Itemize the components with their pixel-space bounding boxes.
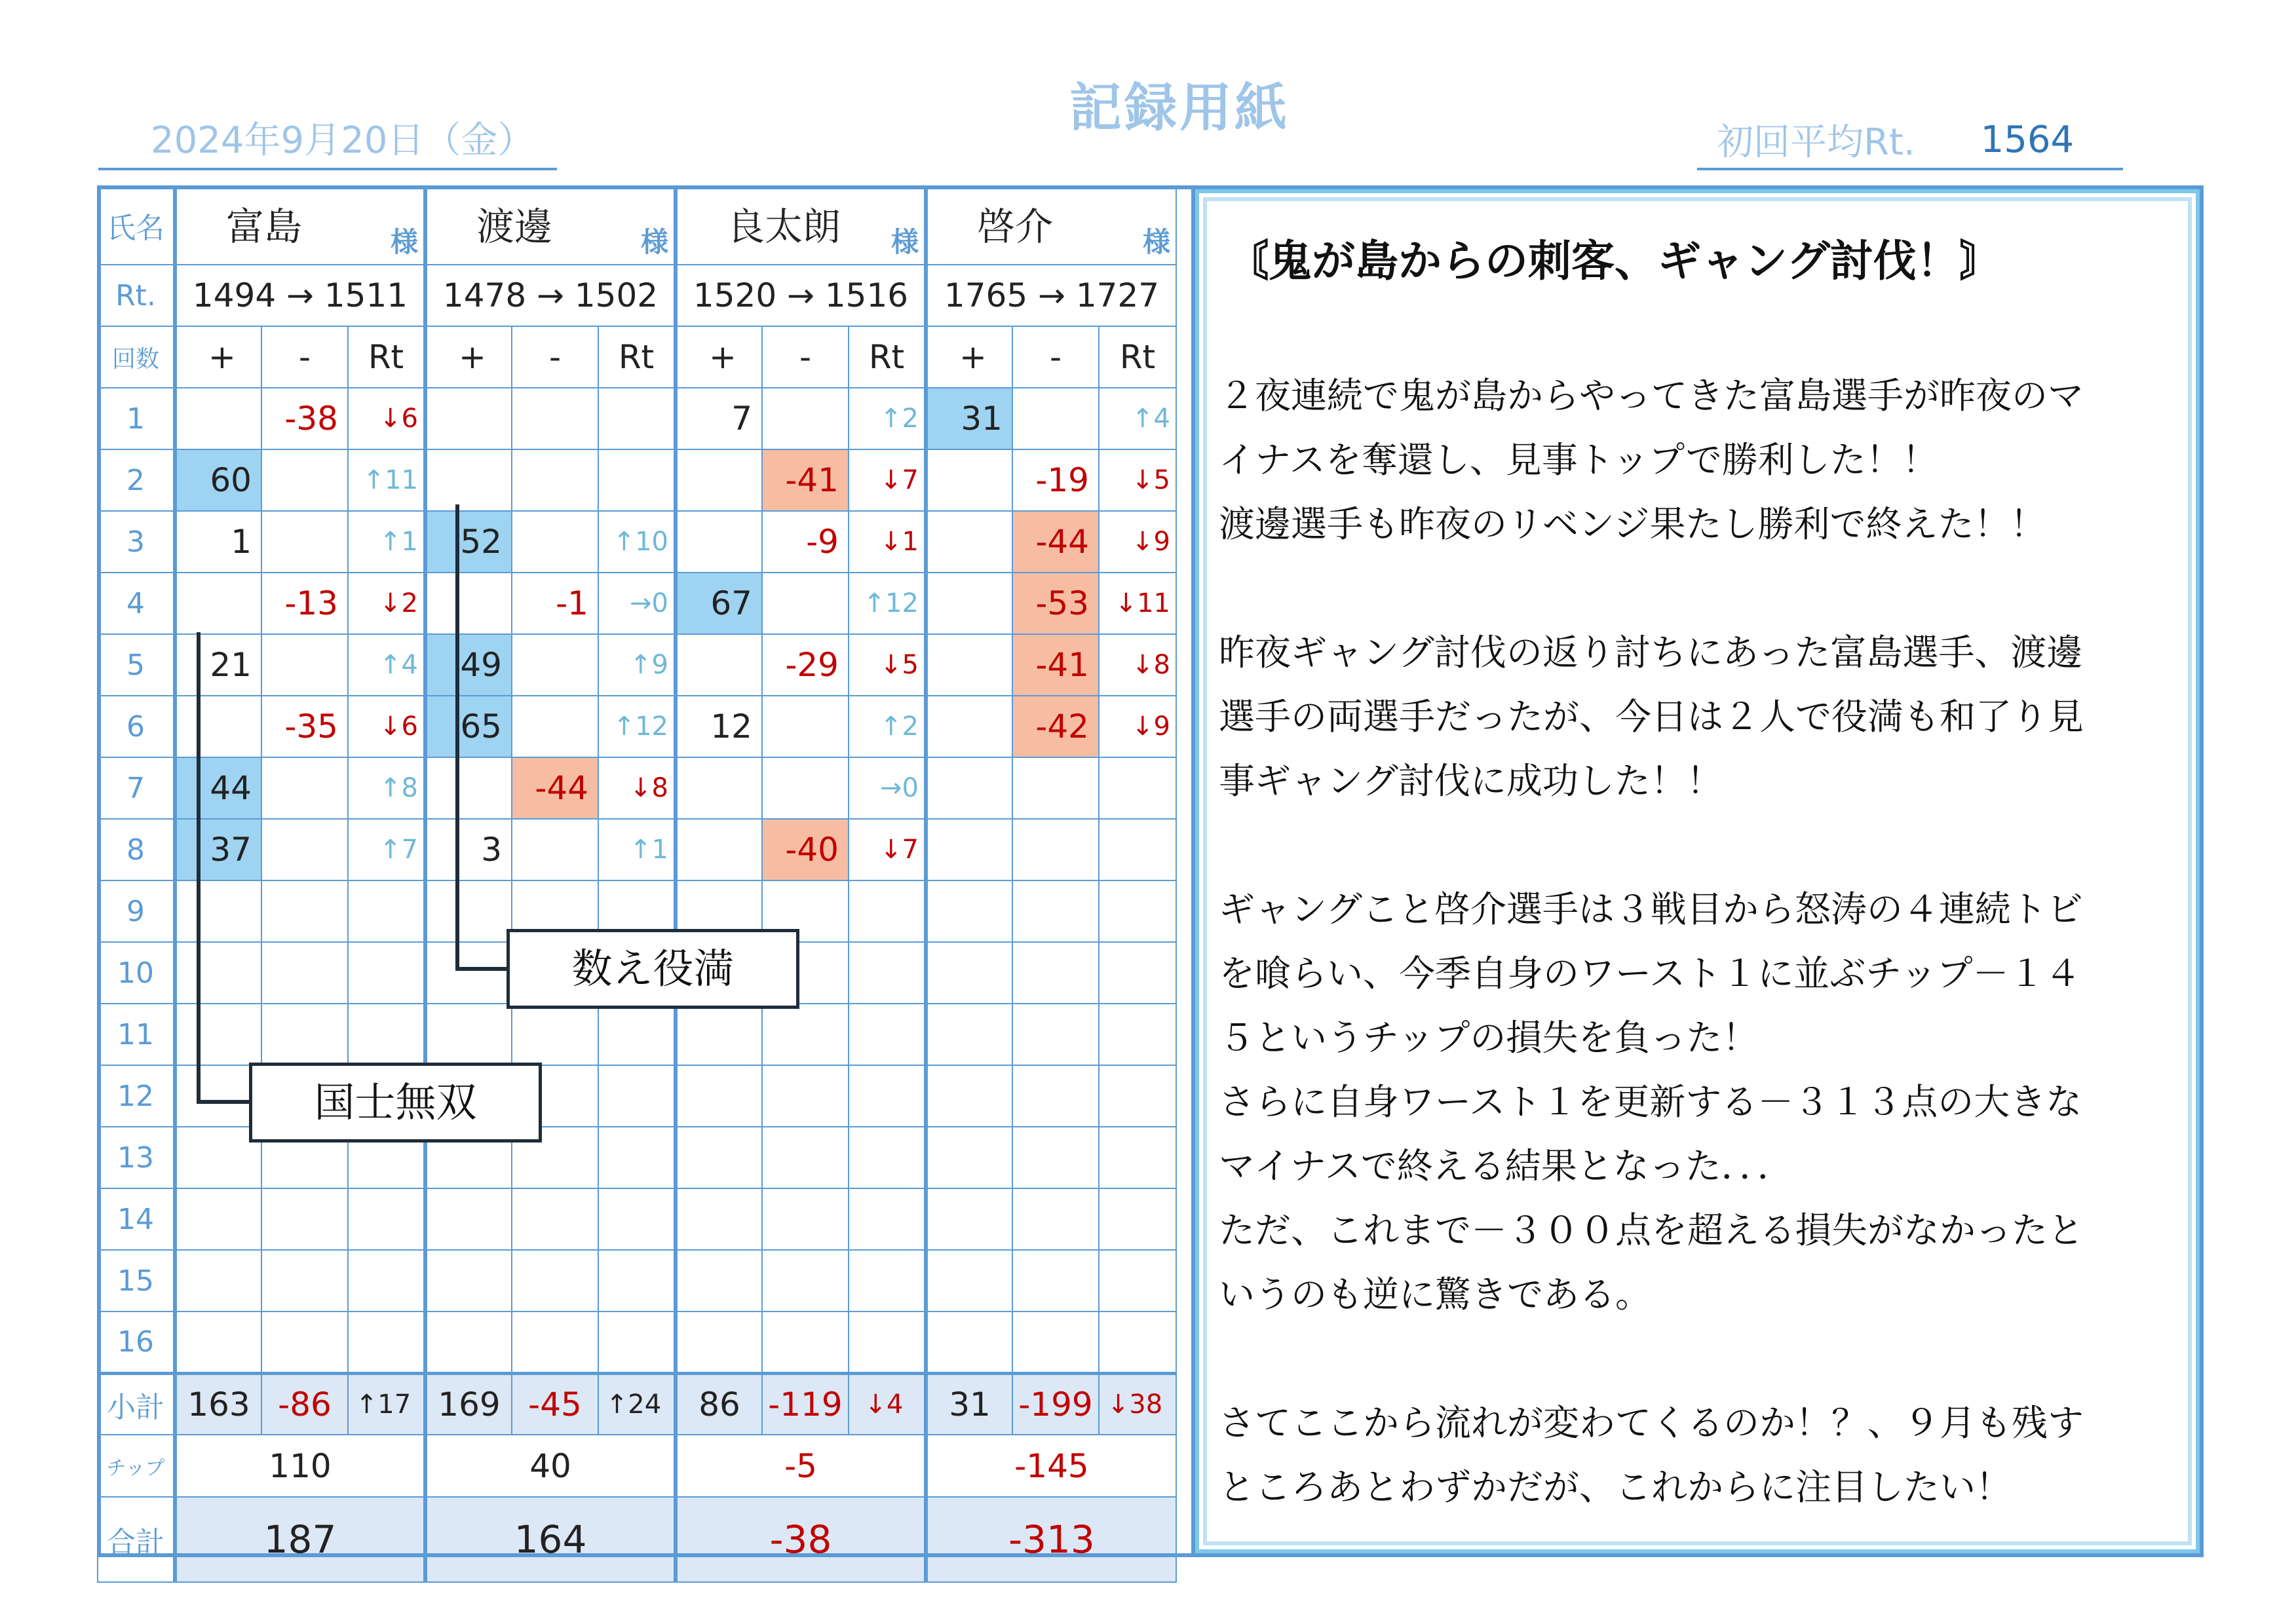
minus-score [762,757,849,819]
minus-score [1012,1127,1099,1188]
round-number: 12 [98,1065,175,1127]
plus-score: 67 [676,573,762,634]
total-row [98,1497,1176,1582]
rating-delta: ↓2 [348,573,425,634]
rt-header: Rt. [98,265,175,326]
plus-score [926,573,1012,634]
rating-delta [598,1188,676,1250]
rating-delta: ↓5 [849,634,926,696]
rating-delta: ↓8 [1099,634,1176,696]
chip-value: 40 [425,1435,676,1497]
plus-score [175,1250,261,1312]
total-value: 164 [425,1497,676,1582]
rating-delta: ↑12 [598,696,676,757]
plus-score [926,819,1012,880]
round-row [98,819,1176,880]
honorific-label: 様 [640,226,668,258]
plus-score [676,511,762,573]
rating-delta: ↑10 [598,511,676,573]
plus-score [926,1250,1012,1312]
rating-delta: ↓8 [598,757,676,819]
plus-score [676,819,762,880]
minus-header: - [762,326,849,388]
round-row [98,1312,1176,1373]
minus-score [1012,819,1099,880]
plus-score [926,1004,1012,1065]
plus-score [926,449,1012,511]
plus-score [676,757,762,819]
round-row [98,696,1176,757]
subtotal-row [98,1373,1176,1435]
plus-header: + [676,326,762,388]
player-rating-change: 1765 → 1727 [926,265,1176,326]
minus-score: -42 [1012,696,1099,757]
minus-score [1012,1065,1099,1127]
plus-score [926,1188,1012,1250]
plus-header: + [926,326,1012,388]
minus-score [512,696,598,757]
rating-delta [1099,1004,1176,1065]
round-row [98,1188,1176,1250]
total-value: 187 [175,1497,425,1582]
player-name-cell [926,186,1176,265]
rating-delta [1099,942,1176,1004]
plus-score [926,880,1012,942]
rating-delta [1099,757,1176,819]
rating-delta [849,1065,926,1127]
rt-col-header: Rt [348,326,425,388]
rating-delta [849,1312,926,1373]
minus-score [512,1250,598,1312]
rating-delta: ↑1 [348,511,425,573]
plus-score [425,1188,512,1250]
plus-score: 60 [175,449,261,511]
round-number: 6 [98,696,175,757]
plus-score: 65 [425,696,512,757]
rating-delta [348,1004,425,1065]
rating-delta [598,388,676,449]
kazoe-yakuman-callout: 数え役満 [507,929,799,1009]
rating-delta [598,1312,676,1373]
subtotal-plus: 169 [425,1373,512,1435]
round-row [98,449,1176,511]
minus-score [261,511,348,573]
minus-score: -44 [1012,511,1099,573]
plus-score [926,757,1012,819]
round-number: 2 [98,449,175,511]
rating-delta: →0 [598,573,676,634]
minus-score [512,511,598,573]
rating-delta: ↓7 [849,819,926,880]
plus-score [425,942,512,1004]
rating-delta [348,1250,425,1312]
round-row [98,634,1176,696]
rating-delta [598,1065,676,1127]
minus-score: -53 [1012,573,1099,634]
player-rating-change: 1494 → 1511 [175,265,425,326]
plus-score [425,1312,512,1373]
plus-score [676,1188,762,1250]
minus-score [261,1250,348,1312]
subtotal-plus: 86 [676,1373,762,1435]
rating-delta [598,1250,676,1312]
rating-delta [1099,819,1176,880]
minus-score: -40 [762,819,849,880]
rating-delta [849,1250,926,1312]
plus-score: 49 [425,634,512,696]
plus-score [676,1312,762,1373]
rating-delta: ↑4 [348,634,425,696]
round-number: 3 [98,511,175,573]
plus-score: 21 [175,634,261,696]
plus-header: + [175,326,261,388]
plus-score [175,573,261,634]
round-row [98,1250,1176,1312]
kokushi-connector [197,632,201,1104]
rating-delta [1099,1188,1176,1250]
player-name: 富島 [226,204,303,249]
minus-score [512,388,598,449]
rating-delta: ↑8 [348,757,425,819]
total-header: 合計 [98,1497,175,1582]
rating-delta: ↓1 [849,511,926,573]
rating-delta [598,1127,676,1188]
minus-score: -38 [261,388,348,449]
plus-score: 3 [425,819,512,880]
chip-value: 110 [175,1435,425,1497]
subtotal-rating: ↓4 [849,1373,926,1435]
round-row [98,573,1176,634]
minus-score [261,757,348,819]
plus-score: 37 [175,819,261,880]
minus-score: -19 [1012,449,1099,511]
subtotal-rating: ↑17 [348,1373,425,1435]
rating-delta [849,1188,926,1250]
minus-score [1012,1188,1099,1250]
chip-value: -5 [676,1435,926,1497]
rating-delta [348,942,425,1004]
round-number: 11 [98,1004,175,1065]
rating-delta: ↑11 [348,449,425,511]
plus-score [425,449,512,511]
round-number: 15 [98,1250,175,1312]
plus-score [676,1250,762,1312]
rt-col-header: Rt [598,326,676,388]
plus-score: 44 [175,757,261,819]
rating-delta: ↓7 [849,449,926,511]
minus-score [762,1004,849,1065]
minus-score: -44 [512,757,598,819]
rating-delta [348,1188,425,1250]
plus-score [175,696,261,757]
player-rating-change: 1478 → 1502 [425,265,676,326]
round-number: 16 [98,1312,175,1373]
rating-delta [598,1004,676,1065]
minus-score [512,1004,598,1065]
chip-header: チップ [98,1435,175,1497]
kazoe-connector-h [455,967,508,971]
subtotal-rating: ↓38 [1099,1373,1176,1435]
player-rating-change: 1520 → 1516 [676,265,926,326]
round-number: 9 [98,880,175,942]
minus-score [261,819,348,880]
honorific-label: 様 [890,226,919,258]
rating-delta [849,1004,926,1065]
rating-delta: ↑2 [849,696,926,757]
column-header-row [98,326,1176,388]
rating-delta [598,449,676,511]
plus-score [676,1004,762,1065]
minus-score [1012,942,1099,1004]
rating-delta [1099,880,1176,942]
minus-score: -29 [762,634,849,696]
total-value: -38 [676,1497,926,1582]
round-row [98,388,1176,449]
rating-delta: ↑7 [348,819,425,880]
player-name: 渡邊 [476,204,553,249]
chip-value: -145 [926,1435,1176,1497]
minus-score [762,1188,849,1250]
honorific-label: 様 [390,226,418,258]
avg-rating-value: 1564 [1980,118,2075,161]
plus-score: 52 [425,511,512,573]
minus-score [762,573,849,634]
minus-score [261,942,348,1004]
round-row [98,511,1176,573]
minus-score [1012,1250,1099,1312]
rating-delta: ↑2 [849,388,926,449]
rating-delta: ↑12 [849,573,926,634]
kokushi-musou-callout: 国士無双 [249,1063,542,1142]
plus-score [175,388,261,449]
rating-delta [849,942,926,1004]
minus-score [512,819,598,880]
page-title: 記録用紙 [1069,77,1290,138]
minus-score: -35 [261,696,348,757]
minus-score: -41 [762,449,849,511]
rating-delta: ↓9 [1099,696,1176,757]
minus-score [512,1188,598,1250]
round-row [98,757,1176,819]
rating-delta [849,880,926,942]
honorific-label: 様 [1142,226,1170,258]
subtotal-rating: ↑24 [598,1373,676,1435]
round-header: 回数 [98,326,175,388]
plus-score: 7 [676,388,762,449]
plus-score [425,1250,512,1312]
subtotal-minus: -45 [512,1373,598,1435]
minus-score [512,634,598,696]
initial-average-rating [1697,111,2123,170]
kazoe-connector [455,504,459,971]
score-table [97,185,1177,1583]
minus-score: -9 [762,511,849,573]
round-number: 4 [98,573,175,634]
plus-score: 31 [926,388,1012,449]
minus-score [261,880,348,942]
round-row [98,1004,1176,1065]
subtotal-header: 小計 [98,1373,175,1435]
rt-col-header: Rt [1099,326,1176,388]
player-name: 啓介 [977,204,1054,249]
minus-score [1012,1312,1099,1373]
rating-delta [1099,1250,1176,1312]
plus-score [676,1065,762,1127]
rating-delta: ↑9 [598,634,676,696]
minus-score [261,1004,348,1065]
name-header: 氏名 [98,186,175,265]
round-number: 13 [98,1127,175,1188]
player-name-cell [676,186,926,265]
minus-score [261,1312,348,1373]
plus-score [175,1312,261,1373]
rating-delta [1099,1127,1176,1188]
plus-score [175,1188,261,1250]
rating-delta: ↓6 [348,388,425,449]
minus-score [1012,1004,1099,1065]
plus-header: + [425,326,512,388]
rating-row [98,265,1176,326]
avg-rating-label: 初回平均Rt. [1717,121,1915,164]
plus-score [926,634,1012,696]
rating-delta: ↑4 [1099,388,1176,449]
commentary-title: 〘鬼が島からの刺客、ギャング討伐！〙 [1225,236,2003,286]
subtotal-minus: -86 [261,1373,348,1435]
rating-delta [348,1312,425,1373]
minus-header: - [1012,326,1099,388]
minus-score [261,1188,348,1250]
rating-delta [348,880,425,942]
name-row [98,186,1176,265]
plus-score [926,1127,1012,1188]
round-number: 10 [98,942,175,1004]
round-number: 1 [98,388,175,449]
plus-score [425,757,512,819]
rating-delta: ↓6 [348,696,425,757]
plus-score [175,942,261,1004]
plus-score [926,1312,1012,1373]
plus-score: 12 [676,696,762,757]
rating-delta [1099,1312,1176,1373]
subtotal-minus: -119 [762,1373,849,1435]
minus-score: -41 [1012,634,1099,696]
minus-header: - [512,326,598,388]
subtotal-plus: 163 [175,1373,261,1435]
plus-score [676,1127,762,1188]
minus-score [1012,388,1099,449]
rating-delta: ↓11 [1099,573,1176,634]
plus-score [425,388,512,449]
round-number: 8 [98,819,175,880]
subtotal-minus: -199 [1012,1373,1099,1435]
minus-score [1012,757,1099,819]
minus-score [762,1250,849,1312]
minus-score [762,388,849,449]
minus-score: -1 [512,573,598,634]
rating-delta [1099,1065,1176,1127]
plus-score [425,1004,512,1065]
total-value: -313 [926,1497,1176,1582]
minus-score [762,1127,849,1188]
minus-score: -13 [261,573,348,634]
plus-score [676,449,762,511]
chip-row [98,1435,1176,1497]
minus-header: - [261,326,348,388]
player-name-cell [175,186,425,265]
minus-score [261,449,348,511]
plus-score [175,1004,261,1065]
minus-score [1012,880,1099,942]
rating-delta [849,1127,926,1188]
commentary-panel [1191,185,2204,1557]
date-field: 2024年9月20日（金） [98,111,557,170]
round-number: 7 [98,757,175,819]
rating-delta: ↓5 [1099,449,1176,511]
minus-score [512,449,598,511]
subtotal-plus: 31 [926,1373,1012,1435]
plus-score [926,511,1012,573]
minus-score [762,1065,849,1127]
plus-score [926,1065,1012,1127]
plus-score [926,696,1012,757]
commentary-body: ２夜連続で鬼が島からやってきた富島選手が昨夜のマ イナスを奪還し、見事トップで勝利した！！ 渡邊選手も昨夜のリベンジ果たし勝利で終えた！！ 昨夜ギャング討伐の返り討ちにあった富島選手、渡邊 選手の両選手だったが、今日は２人で役満も和了り見 事ギャング討伐に成功した！！ ギャングこと啓介選手は３戦目から怒涛の４連続トビ を喰らい、今季自身のワースト１に並ぶチップ－１４ ５というチップの損失を負った！ さらに自身ワースト１を更新する－３１３点の大きな マイナスで終える結果となった．．． ただ、これまで－３００点を超える損失がなかったと いうのも逆に驚きである。 さてここから流れが変わてくるのか！？、９月も残す ところあとわずかだが、これからに注目したい！ [1219,375,2084,1508]
plus-score [425,573,512,634]
rt-col-header: Rt [849,326,926,388]
plus-score [926,942,1012,1004]
minus-score [762,1312,849,1373]
player-name: 良太朗 [727,204,841,249]
minus-score [512,1312,598,1373]
kokushi-connector-h [197,1100,250,1104]
rating-delta: ↓9 [1099,511,1176,573]
plus-score: 1 [175,511,261,573]
rating-delta: ↑1 [598,819,676,880]
minus-score [261,634,348,696]
plus-score [175,880,261,942]
player-name-cell [425,186,676,265]
plus-score [425,880,512,942]
round-number: 14 [98,1188,175,1250]
minus-score [762,696,849,757]
plus-score [676,634,762,696]
round-number: 5 [98,634,175,696]
rating-delta: →0 [849,757,926,819]
